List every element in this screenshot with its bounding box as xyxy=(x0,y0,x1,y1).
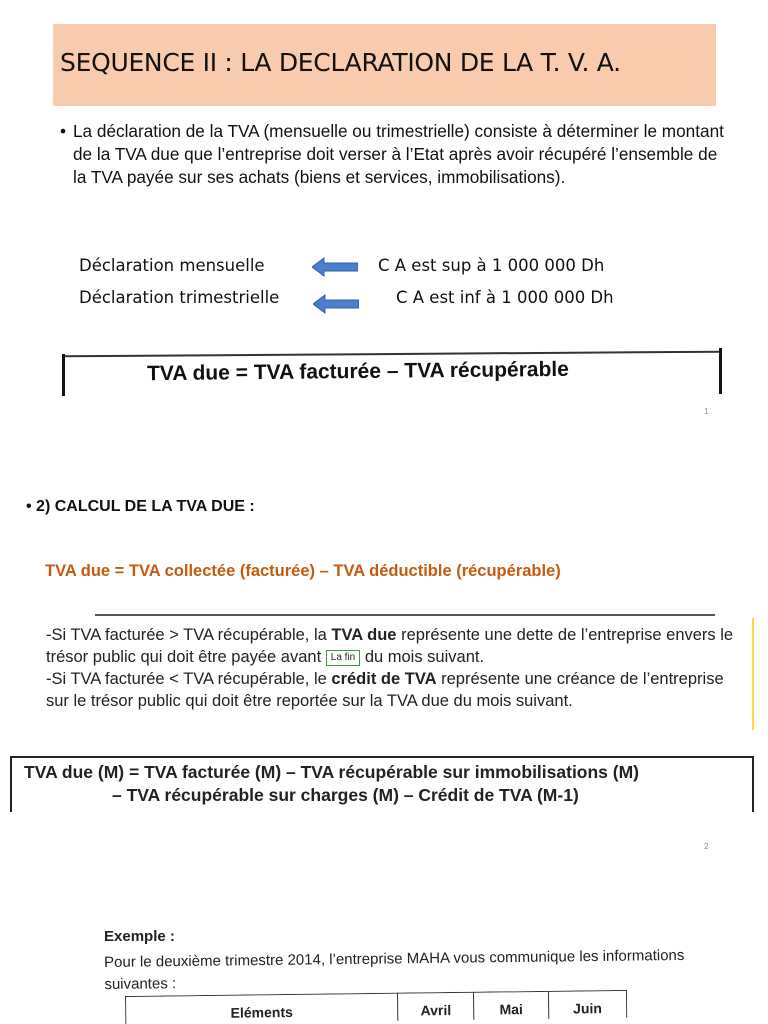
declaration-trimestrielle-condition: C A est inf à 1 000 000 Dh xyxy=(396,288,614,307)
declaration-mensuelle-label: Déclaration mensuelle xyxy=(79,256,265,275)
data-table xyxy=(125,990,627,1024)
intro-bullet xyxy=(60,120,730,189)
detailed-formula-line2: – TVA récupérable sur charges (M) – Crédit de TVA (M-1) xyxy=(112,785,579,805)
header-elements: Eléments xyxy=(126,993,398,1024)
page-number: 1 xyxy=(704,407,709,416)
exemple-title: Exemple : xyxy=(104,928,175,945)
slide-title: SEQUENCE II : LA DECLARATION DE LA T. V. A. xyxy=(60,48,621,77)
rule-dette: -Si TVA facturée > TVA récupérable, la TVA due représente une dette de l’entreprise envers le trésor public qui doit être payée avant La fin du mois suivant. xyxy=(46,626,734,666)
left-arrow-icon xyxy=(313,294,359,314)
left-arrow-icon xyxy=(312,257,358,277)
page-number: 2 xyxy=(704,842,709,851)
rule-credit: -Si TVA facturée < TVA récupérable, le crédit de TVA représente une créance de l’entreprise sur le trésor public qui doit être reportée sur la TVA due du mois suivant. xyxy=(46,670,724,710)
intro-text: La déclaration de la TVA (mensuelle ou trimestrielle) consiste à déterminer le montant de la TVA due que l’entreprise doit verser à l’Etat après avoir récupéré l’ensemble de la TVA payée sur ses achats (biens et services, immobilisations). xyxy=(73,121,724,187)
header-juin: Juin xyxy=(548,990,627,1024)
orange-formula: TVA due = TVA collectée (facturée) – TVA déductible (récupérable) xyxy=(45,562,561,580)
header-avril: Avril xyxy=(398,992,475,1024)
header-mai: Mai xyxy=(474,991,549,1024)
detailed-formula-line1: TVA due (M) = TVA facturée (M) – TVA récupérable sur immobilisations (M) xyxy=(24,762,640,782)
declaration-trimestrielle-label: Déclaration trimestrielle xyxy=(79,288,280,307)
section-title: • 2) CALCUL DE LA TVA DUE : xyxy=(26,498,255,515)
bullet-marker: • xyxy=(60,121,67,141)
table-header-row xyxy=(126,990,627,1024)
annotation-la-fin: La fin xyxy=(326,650,360,666)
scan-divider xyxy=(95,614,715,616)
tva-due-formula: TVA due = TVA facturée – TVA récupérable xyxy=(146,357,569,386)
declaration-mensuelle-condition: C A est sup à 1 000 000 Dh xyxy=(378,256,605,275)
rules-paragraph xyxy=(46,624,746,712)
highlight-marker xyxy=(752,618,754,730)
exemple-text: Pour le deuxième trimestre 2014, l’entreprise MAHA vous communique les informations suivantes : xyxy=(104,946,685,993)
